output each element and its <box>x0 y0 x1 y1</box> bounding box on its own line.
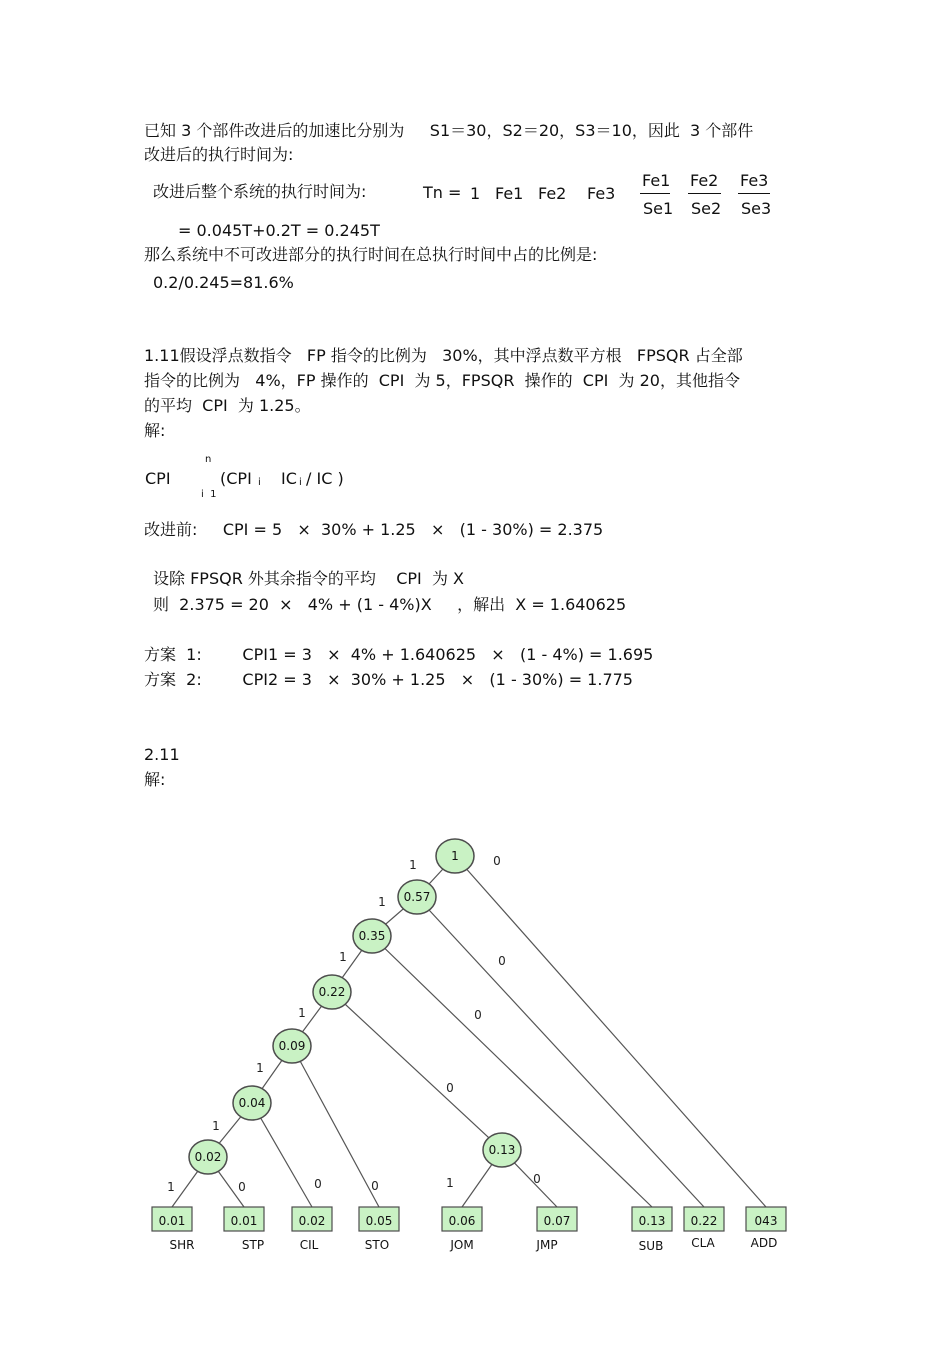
tree-node-label: 1 <box>451 849 459 863</box>
sum-lower-limit: i 1 <box>201 489 217 500</box>
question-2-11-number: 2.11 <box>144 745 180 764</box>
tree-node-label: 0.22 <box>318 985 346 999</box>
intro-line-1: 已知 3 个部件改进后的加速比分别为 S1＝30，S2＝20，S3＝10，因此 3 个部件 <box>144 121 754 140</box>
tree-node-label: 0.09 <box>278 1039 306 1053</box>
tree-leaf-name: CLA <box>691 1236 715 1250</box>
edge-bit-zero: 0 <box>493 854 501 868</box>
question-1-11-line-1: 1.11假设浮点数指令 FP 指令的比例为 30%，其中浮点数平方根 FPSQR 占全部 <box>144 346 743 365</box>
exec-time-result: = 0.045T+0.2T = 0.245T <box>178 221 380 240</box>
edge-bit-zero: 0 <box>474 1008 482 1022</box>
tree-leaf-value: 043 <box>754 1214 778 1228</box>
tree-node-label: 0.02 <box>194 1150 222 1164</box>
fraction-2-denominator: Se2 <box>691 199 722 218</box>
solution-label-1: 解: <box>144 421 166 440</box>
fraction-3-denominator: Se3 <box>741 199 772 218</box>
edge-bit-zero: 0 <box>238 1180 246 1194</box>
tree-leaf-value: 0.13 <box>638 1214 666 1228</box>
plan-2-line: 方案 2: CPI2 = 3 × 30% + 1.25 × (1 - 30%) = 1.775 <box>144 670 633 689</box>
cpi-term-sub-2: i <box>299 477 302 488</box>
tree-leaf-value: 0.22 <box>690 1214 718 1228</box>
solve-x-line: 则 2.375 = 20 × 4% + (1 - 4%)X ，解出 X = 1.640625 <box>153 595 627 614</box>
plan-1-line: 方案 1: CPI1 = 3 × 4% + 1.640625 × (1 - 4%) = 1.695 <box>144 645 654 664</box>
edge-bit-zero: 0 <box>446 1081 454 1095</box>
tree-leaf-name: JOM <box>450 1238 474 1252</box>
edge-bit-zero: 0 <box>533 1172 541 1186</box>
formula-fe1: Fe1 <box>495 184 524 203</box>
edge-bit-one: 1 <box>378 895 386 909</box>
tree-edge <box>372 936 652 1207</box>
intro-line-2: 改进后的执行时间为: <box>144 145 294 164</box>
tree-leaf-name: CIL <box>299 1238 319 1252</box>
tree-node-label: 0.13 <box>488 1143 516 1157</box>
solution-label-2: 解: <box>144 770 166 789</box>
sum-upper-limit: n <box>205 454 212 465</box>
tree-leaf-name: STO <box>364 1238 390 1252</box>
edge-bit-one: 1 <box>212 1119 220 1133</box>
assume-line: 设除 FPSQR 外其余指令的平均 CPI 为 X <box>153 569 464 588</box>
tree-leaf-name: STP <box>241 1238 265 1252</box>
edge-bit-one: 1 <box>339 950 347 964</box>
tree-node-label: 0.04 <box>238 1096 266 1110</box>
tree-leaf-name: JMP <box>536 1238 558 1252</box>
edge-bit-one: 1 <box>298 1006 306 1020</box>
question-1-11-line-2: 指令的比例为 4%，FP 操作的 CPI 为 5，FPSQR 操作的 CPI 为 20，其他指令 <box>144 371 740 390</box>
tree-leaf-value: 0.05 <box>365 1214 393 1228</box>
question-1-11-line-3: 的平均 CPI 为 1.25。 <box>144 396 311 415</box>
fraction-3-numerator: Fe3 <box>740 171 769 190</box>
tree-edge <box>292 1046 379 1207</box>
fraction-2-numerator: Fe2 <box>690 171 719 190</box>
tree-leaf-name: ADD <box>750 1236 778 1250</box>
cpi-term-sub-1: i <box>258 477 261 488</box>
tree-leaf-value: 0.02 <box>298 1214 326 1228</box>
edge-bit-zero: 0 <box>498 954 506 968</box>
formula-fe3: Fe3 <box>587 184 616 203</box>
cpi-lhs: CPI <box>145 469 171 488</box>
exec-time-label: 改进后整个系统的执行时间为: <box>153 182 367 201</box>
edge-bit-one: 1 <box>256 1061 264 1075</box>
edge-bit-zero: 0 <box>371 1179 379 1193</box>
ratio-text: 那么系统中不可改进部分的执行时间在总执行时间中占的比例是: <box>144 245 598 264</box>
cpi-term-c: / IC ) <box>306 469 344 488</box>
formula-fe2: Fe2 <box>538 184 567 203</box>
cpi-term-b: IC <box>281 469 297 488</box>
formula-tn: Tn = <box>423 183 462 202</box>
cpi-before: 改进前: CPI = 5 × 30% + 1.25 × (1 - 30%) = 2.375 <box>144 520 604 539</box>
tree-edge <box>417 897 704 1207</box>
edge-bit-one: 1 <box>167 1180 175 1194</box>
tree-node-label: 0.35 <box>358 929 386 943</box>
tree-leaf-value: 0.01 <box>230 1214 258 1228</box>
tree-leaf-value: 0.07 <box>543 1214 571 1228</box>
fraction-1-numerator: Fe1 <box>642 171 671 190</box>
edge-bit-one: 1 <box>409 858 417 872</box>
ratio-value: 0.2/0.245=81.6% <box>153 273 294 292</box>
tree-leaf-value: 0.01 <box>158 1214 186 1228</box>
fraction-1-denominator: Se1 <box>643 199 674 218</box>
edge-bit-zero: 0 <box>314 1177 322 1191</box>
tree-leaf-value: 0.06 <box>448 1214 476 1228</box>
edge-bit-one: 1 <box>446 1176 454 1190</box>
tree-leaf-name: SUB <box>638 1239 664 1253</box>
cpi-term-a: (CPI <box>220 469 252 488</box>
tree-leaf-name: SHR <box>169 1238 195 1252</box>
formula-one: 1 <box>470 184 481 203</box>
tree-node-label: 0.57 <box>403 890 431 904</box>
